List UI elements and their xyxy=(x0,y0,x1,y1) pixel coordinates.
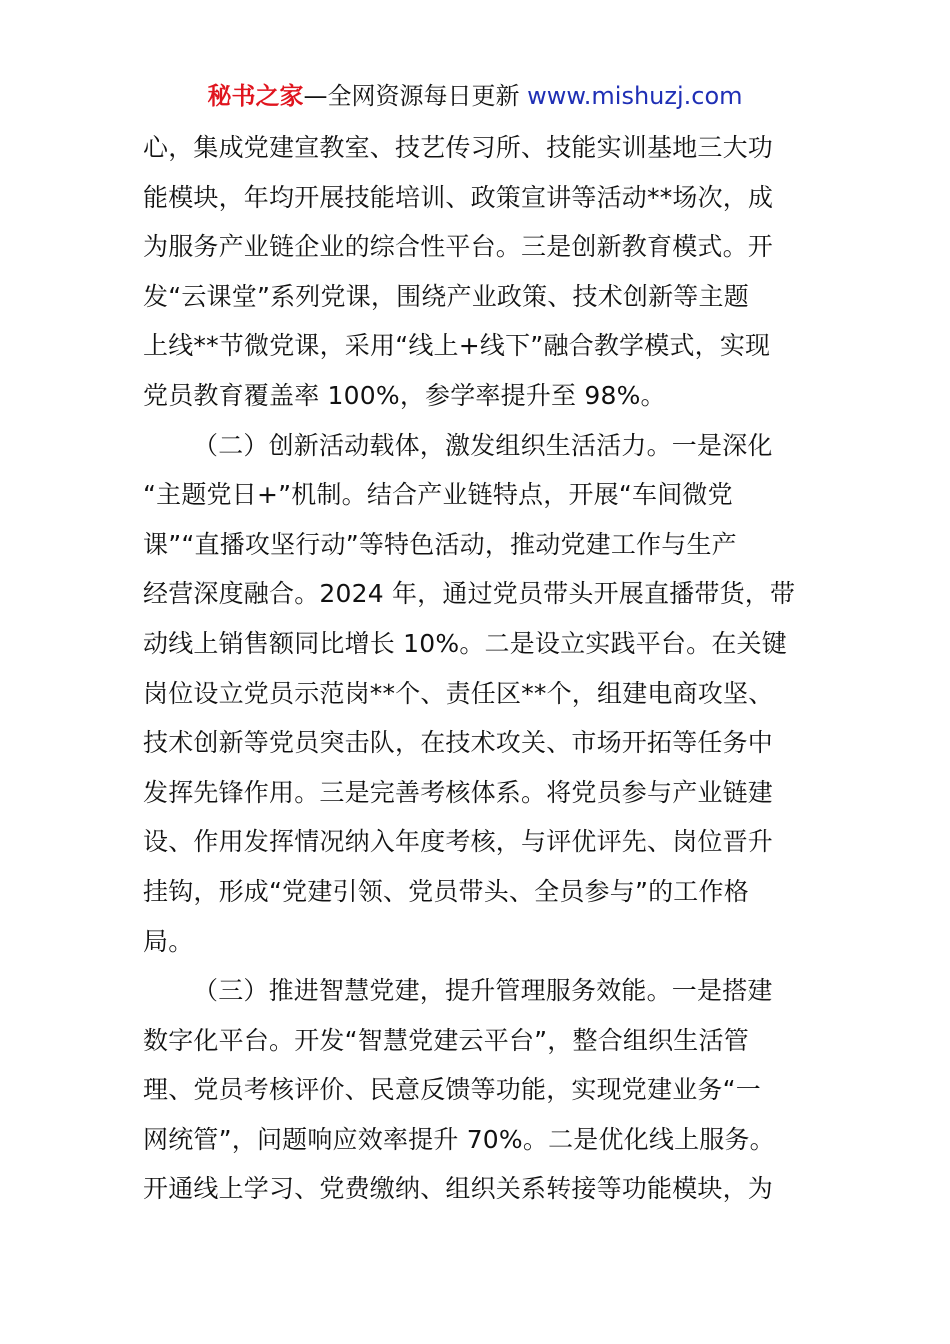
text-line: 为服务产业链企业的综合性平台。三是创新教育模式。开 xyxy=(143,232,774,262)
text-line: 局。 xyxy=(143,926,194,956)
text-line: 开通线上学习、党费缴纳、组织关系转接等功能模块，为 xyxy=(143,1174,774,1204)
site-tagline: —全网资源每日更新 xyxy=(303,82,520,110)
text-line: 上线**节微党课，采用“线上+线下”融合教学模式，实现 xyxy=(143,331,771,361)
text-line: 技术创新等党员突击队，在技术攻关、市场开拓等任务中 xyxy=(143,728,774,758)
text-line: 心，集成党建宣教室、技艺传习所、技能实训基地三大功 xyxy=(143,133,774,162)
document-body xyxy=(143,123,813,1214)
text-line: 经营深度融合。2024 年，通过党员带头开展直播带货，带 xyxy=(143,579,796,609)
text-line: 岗位设立党员示范岗**个、责任区**个，组建电商攻坚、 xyxy=(143,678,774,708)
text-line: 挂钩，形成“党建引领、党员带头、全员参与”的工作格 xyxy=(143,876,749,906)
site-url-link[interactable]: www.mishuzj.com xyxy=(527,82,743,110)
text-line: 发挥先锋作用。三是完善考核体系。将党员参与产业链建 xyxy=(143,777,774,807)
text-line: 动线上销售额同比增长 10%。二是设立实践平台。在关键 xyxy=(143,628,787,658)
text-line: 课”“直播攻坚行动”等特色活动，推动党建工作与生产 xyxy=(143,529,737,559)
text-line: 党员教育覆盖率 100%，参学率提升至 98%。 xyxy=(143,380,666,410)
section-heading-line: （三）推进智慧党建，提升管理服务效能。一是搭建 xyxy=(193,976,773,1006)
text-line: 发“云课堂”系列党课，围绕产业政策、技术创新等主题 xyxy=(143,281,749,311)
site-header xyxy=(0,80,950,112)
text-line: 网统管”，问题响应效率提升 70%。二是优化线上服务。 xyxy=(143,1124,775,1154)
section-heading-line: （二）创新活动载体，激发组织生活活力。一是深化 xyxy=(193,430,773,460)
text-line: 数字化平台。开发“智慧党建云平台”，整合组织生活管 xyxy=(143,1025,749,1055)
site-brand: 秘书之家 xyxy=(207,82,304,110)
text-line: 理、党员考核评价、民意反馈等功能，实现党建业务“一 xyxy=(143,1075,761,1105)
text-line: “主题党日+”机制。结合产业链特点，开展“车间微党 xyxy=(143,480,733,510)
text-line: 能模块，年均开展技能培训、政策宣讲等活动**场次，成 xyxy=(143,182,774,212)
text-line: 设、作用发挥情况纳入年度考核，与评优评先、岗位晋升 xyxy=(143,827,774,857)
